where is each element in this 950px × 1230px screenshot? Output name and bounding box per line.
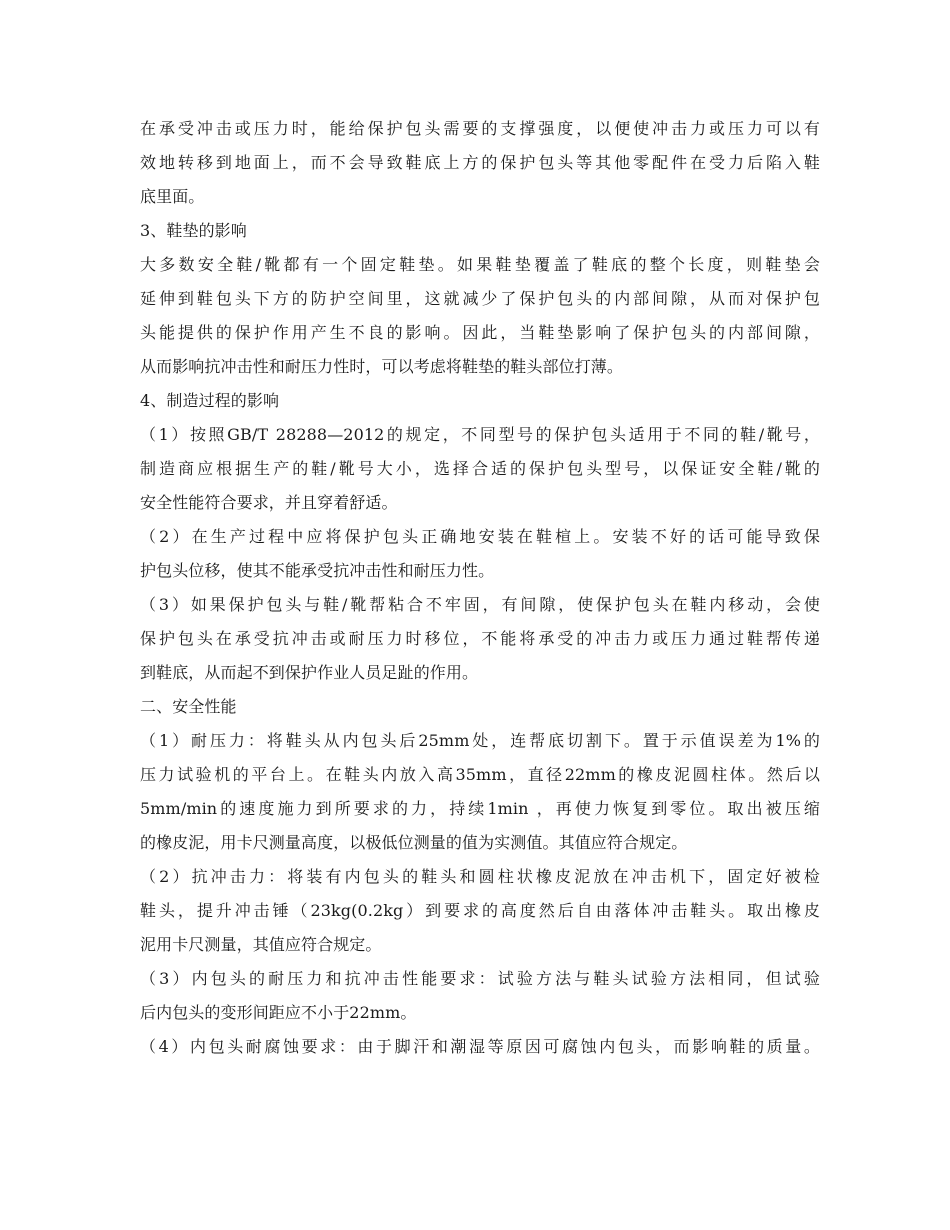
text-line: 压力试验机的平台上。在鞋头内放入高35mm，直径22mm的橡皮泥圆柱体。然后以 [140, 765, 820, 784]
text-line: （3）内包头的耐压力和抗冲击性能要求：试验方法与鞋头试验方法相同，但试验 [140, 969, 820, 988]
text-line: 底里面。 [140, 187, 205, 206]
section-heading: 3、鞋垫的影响 [140, 221, 247, 240]
text-line: 鞋头，提升冲击锤（23kg(0.2kg）到要求的高度然后自由落体冲击鞋头。取出橡皮 [140, 901, 820, 920]
text-line: （1）耐压力：将鞋头从内包头后25mm处，连帮底切割下。置于示值误差为1%的 [140, 731, 820, 750]
text-line: 大多数安全鞋/靴都有一个固定鞋垫。如果鞋垫覆盖了鞋底的整个长度，则鞋垫会 [140, 255, 820, 274]
text-line: （3）如果保护包头与鞋/靴帮粘合不牢固，有间隙，使保护包头在鞋内移动，会使 [140, 595, 820, 614]
text-line: 效地转移到地面上，而不会导致鞋底上方的保护包头等其他零配件在受力后陷入鞋 [140, 153, 820, 172]
section-heading: 二、安全性能 [140, 697, 237, 716]
text-line: 到鞋底，从而起不到保护作业人员足趾的作用。 [140, 663, 479, 682]
text-line: 安全性能符合要求，并且穿着舒适。 [140, 493, 398, 512]
text-line: 后内包头的变形间距应不小于22mm。 [140, 1003, 417, 1022]
document-body [140, 112, 820, 1064]
text-line: 泥用卡尺测量，其值应符合规定。 [140, 935, 382, 954]
text-line: 延伸到鞋包头下方的防护空间里，这就减少了保护包头的内部间隙，从而对保护包 [140, 289, 820, 308]
text-line: （2）在生产过程中应将保护包头正确地安装在鞋楦上。安装不好的话可能导致保 [140, 527, 820, 546]
text-line: （2）抗冲击力：将装有内包头的鞋头和圆柱状橡皮泥放在冲击机下，固定好被检 [140, 867, 820, 886]
section-heading: 4、制造过程的影响 [140, 391, 280, 410]
text-line: （1）按照GB/T 28288—2012的规定，不同型号的保护包头适用于不同的鞋/靴号， [140, 425, 820, 444]
text-line: 护包头位移，使其不能承受抗冲击性和耐压力性。 [140, 561, 495, 580]
text-line: 保护包头在承受抗冲击或耐压力时移位，不能将承受的冲击力或压力通过鞋帮传递 [140, 629, 820, 648]
text-line: 在承受冲击或压力时，能给保护包头需要的支撑强度，以便使冲击力或压力可以有 [140, 119, 820, 138]
text-line: 从而影响抗冲击性和耐压力性时，可以考虑将鞋垫的鞋头部位打薄。 [140, 357, 624, 376]
text-line: （4）内包头耐腐蚀要求：由于脚汗和潮湿等原因可腐蚀内包头，而影响鞋的质量。 [140, 1037, 820, 1056]
text-line: 制造商应根据生产的鞋/靴号大小，选择合适的保护包头型号，以保证安全鞋/靴的 [140, 459, 820, 478]
text-line: 5mm/min的速度施力到所要求的力，持续1min ，再使力恢复到零位。取出被压缩 [140, 799, 820, 818]
text-line: 头能提供的保护作用产生不良的影响。因此，当鞋垫影响了保护包头的内部间隙， [140, 323, 820, 342]
text-line: 的橡皮泥，用卡尺测量高度，以极低位测量的值为实测值。其值应符合规定。 [140, 833, 688, 852]
